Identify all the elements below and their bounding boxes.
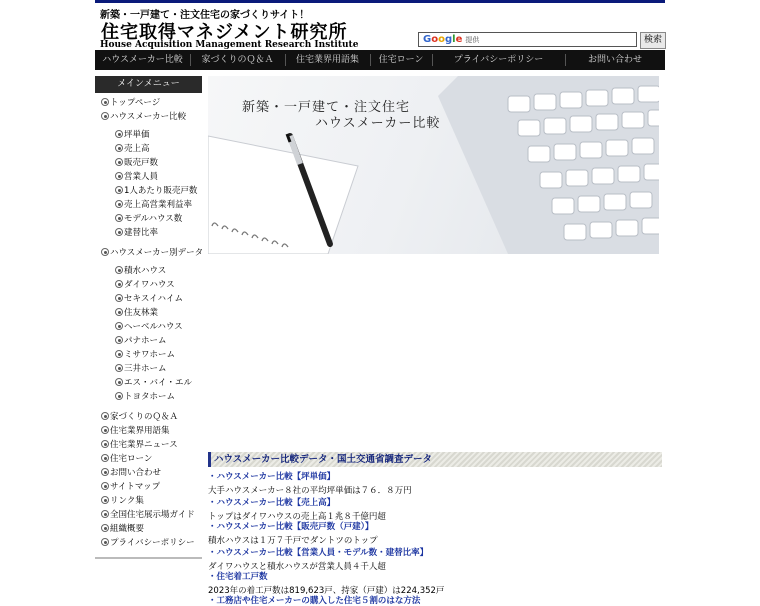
sidebar-item-label: ダイワハウス [124, 280, 175, 290]
bullet-icon [115, 336, 123, 344]
sidebar-item[interactable] [101, 438, 178, 450]
article-summary: ダイワハウスと積水ハウスが営業人員４千人超 [208, 562, 386, 572]
article-link[interactable]: ・ハウスメーカー比較【売上高】 [208, 498, 336, 508]
sidebar-item-label: 家づくりのＱ＆Ａ [110, 412, 179, 422]
bullet-icon [101, 510, 109, 518]
sidebar-item[interactable] [115, 306, 158, 318]
bullet-icon [101, 412, 109, 420]
nav-item-qa[interactable]: 家づくりのＱ＆Ａ [190, 50, 285, 70]
sidebar-item[interactable] [115, 334, 167, 346]
bullet-icon [101, 524, 109, 532]
sidebar-item-label: モデルハウス数 [124, 214, 183, 224]
article-link[interactable]: ・ハウスメーカー比較【坪単価】 [208, 472, 336, 482]
bullet-icon [115, 350, 123, 358]
bullet-icon [115, 214, 123, 222]
sidebar-item[interactable] [101, 424, 170, 436]
sidebar-item-label: 販売戸数 [124, 158, 159, 168]
article-link[interactable]: ・住宅着工戸数 [208, 572, 268, 582]
sidebar-item-label: 住宅業界用語集 [110, 426, 170, 436]
sidebar [95, 76, 204, 548]
sidebar-item[interactable] [115, 142, 150, 154]
bullet-icon [101, 496, 109, 504]
sidebar-item[interactable] [101, 96, 160, 108]
nav-item-privacy[interactable]: プライバシーポリシー [432, 50, 565, 70]
sidebar-item-label: 積水ハウス [124, 266, 167, 276]
sidebar-item[interactable] [101, 536, 195, 548]
sidebar-item[interactable] [101, 522, 144, 534]
sidebar-item-label: 坪単価 [124, 130, 150, 140]
sidebar-item-label: リンク集 [110, 496, 144, 506]
sidebar-item[interactable] [115, 320, 183, 332]
bullet-icon [101, 98, 109, 106]
sidebar-item[interactable] [101, 110, 186, 122]
sidebar-item-label: セキスイハイム [124, 294, 183, 304]
sidebar-item-label: 住宅ローン [110, 454, 153, 464]
section-heading-text: ハウスメーカー比較データ・国土交通省調査データ [214, 454, 433, 465]
sidebar-item-label: 1人あたり販売戸数 [124, 186, 198, 196]
sidebar-item-label: 三井ホーム [124, 364, 167, 374]
sidebar-item[interactable] [115, 362, 167, 374]
bullet-icon [115, 144, 123, 152]
sidebar-item-label: 売上高営業利益率 [124, 200, 193, 210]
sidebar-item[interactable] [115, 128, 150, 140]
bullet-icon [101, 248, 109, 256]
sidebar-item[interactable] [115, 264, 166, 276]
sidebar-heading: メインメニュー [95, 76, 202, 93]
article-summary: 2023年の着工戸数は819,623戸、持家（戸建）は224,352戸 [208, 586, 445, 596]
sidebar-item-label: ヘーベルハウス [124, 322, 183, 332]
site-subtitle: House Acquisition Management Research Institute [100, 40, 359, 50]
hero-banner [208, 76, 659, 254]
site-tagline: 新築・一戸建て・注文住宅の家づくりサイト！ [100, 10, 310, 21]
search-input[interactable] [418, 32, 637, 47]
bullet-icon [115, 266, 123, 274]
sidebar-item[interactable] [101, 480, 160, 492]
bullet-icon [115, 294, 123, 302]
sidebar-item-label: サイトマップ [110, 482, 161, 492]
article-summary: 大手ハウスメーカー８社の平均坪単価は７６．８万円 [208, 486, 412, 496]
sidebar-item[interactable] [115, 390, 175, 402]
sidebar-item[interactable] [115, 348, 175, 360]
bullet-icon [115, 130, 123, 138]
sidebar-item[interactable] [101, 410, 178, 422]
bullet-icon [101, 426, 109, 434]
bullet-icon [115, 378, 123, 386]
search-button[interactable]: 検索 [640, 32, 666, 49]
section-heading [208, 452, 662, 467]
sidebar-item[interactable] [115, 278, 175, 290]
sidebar-item-label: 全国住宅展示場ガイド [110, 510, 195, 520]
sidebar-item-label: 組織概要 [110, 524, 145, 534]
sidebar-item-label: ミサワホーム [124, 350, 176, 360]
bullet-icon [115, 280, 123, 288]
article-link[interactable]: ・工務店や住宅メーカーの購入した住宅５割のはな方法 [208, 596, 421, 606]
sidebar-item-label: パナホーム [124, 336, 167, 346]
bullet-icon [101, 112, 109, 120]
sidebar-item[interactable] [115, 184, 197, 196]
nav-item-contact[interactable]: お問い合わせ [565, 50, 665, 70]
sidebar-item-label: 営業人員 [124, 172, 159, 182]
sidebar-item[interactable] [115, 376, 192, 388]
bullet-icon [115, 308, 123, 316]
sidebar-item-label: 売上高 [124, 144, 150, 154]
sidebar-item-label: トヨタホーム [124, 392, 176, 402]
bullet-icon [115, 228, 123, 236]
sidebar-item[interactable] [101, 508, 195, 520]
nav-item-glossary[interactable]: 住宅業界用語集 [285, 50, 370, 70]
bullet-icon [115, 172, 123, 180]
site-title-logo[interactable]: 住宅取得マネジメント研究所 [101, 22, 348, 43]
search-provider-label: 提供 [465, 35, 480, 44]
sidebar-item[interactable] [115, 212, 182, 224]
article-summary: 積水ハウスは１万７千戸でダントツのトップ [208, 536, 378, 546]
sidebar-item[interactable] [115, 226, 158, 238]
sidebar-item[interactable] [115, 198, 192, 210]
article-link[interactable]: ・ハウスメーカー比較【営業人員・モデル数・建替比率】 [208, 548, 429, 558]
sidebar-item-label: 住友林業 [124, 308, 159, 318]
sidebar-item[interactable] [115, 156, 158, 168]
bullet-icon [115, 392, 123, 400]
nav-item-housemaker[interactable]: ハウスメーカー比較 [102, 55, 183, 65]
bullet-icon [115, 200, 123, 208]
main-navigation [95, 50, 665, 70]
sidebar-item-label: プライバシーポリシー [110, 538, 195, 548]
sidebar-item-label: ハウスメーカー別データ [110, 248, 204, 258]
sidebar-item[interactable] [115, 292, 183, 304]
notebook-image [208, 136, 358, 254]
bullet-icon [101, 538, 109, 546]
sidebar-item-label: トップページ [110, 98, 161, 108]
hero-title-line1: 新築・一戸建て・注文住宅 [242, 100, 411, 115]
article-summary: トップはダイワハウスの売上高１兆８千億円超 [208, 512, 386, 522]
bullet-icon [115, 186, 123, 194]
sidebar-item[interactable] [101, 466, 161, 478]
bullet-icon [115, 158, 123, 166]
article-link[interactable]: ・ハウスメーカー比較【販売戸数（戸建）】 [208, 522, 374, 532]
bullet-icon [101, 454, 109, 462]
sidebar-item-label: エス・バイ・エル [124, 378, 193, 388]
nav-item-loan[interactable]: 住宅ローン [370, 50, 432, 70]
sidebar-item[interactable] [101, 246, 203, 258]
sidebar-divider [95, 557, 202, 559]
bullet-icon [101, 482, 109, 490]
bullet-icon [115, 364, 123, 372]
sidebar-item-label: ハウスメーカー比較 [110, 112, 187, 122]
sidebar-item[interactable] [101, 452, 152, 464]
sidebar-item[interactable] [115, 170, 158, 182]
top-accent-bar [95, 0, 665, 3]
bullet-icon [101, 468, 109, 476]
google-logo-icon: Google [423, 34, 463, 45]
keyboard-image [438, 76, 659, 254]
bullet-icon [115, 322, 123, 330]
sidebar-item-label: 建替比率 [124, 228, 159, 238]
bullet-icon [101, 440, 109, 448]
hero-title-line2: ハウスメーカー比較 [315, 116, 441, 131]
sidebar-item[interactable] [101, 494, 144, 506]
sidebar-item-label: お問い合わせ [110, 468, 162, 478]
sidebar-item-label: 住宅業界ニュース [110, 440, 178, 450]
